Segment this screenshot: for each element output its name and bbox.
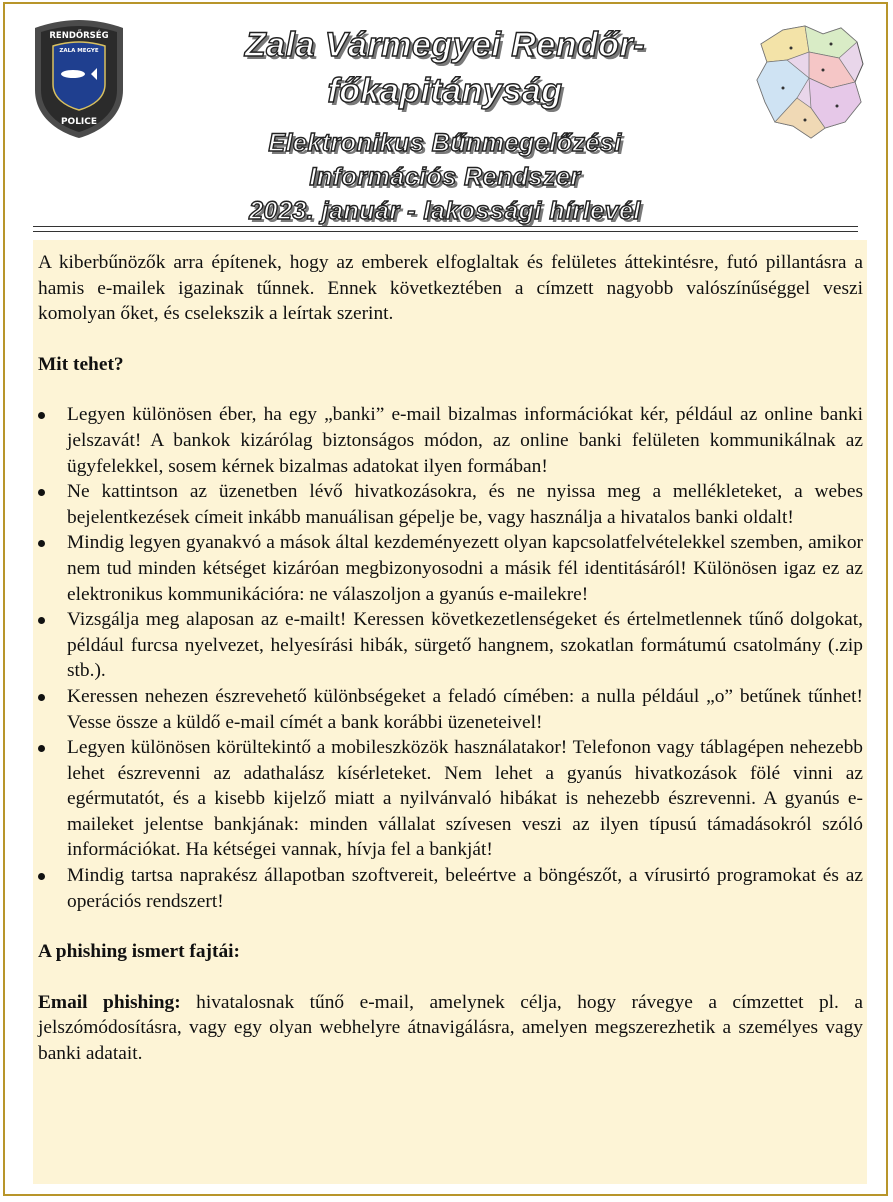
- bullet-icon: [38, 694, 45, 701]
- tips-list: [38, 402, 863, 914]
- logo-bottom-text: POLICE: [60, 117, 98, 127]
- bullet-icon: [38, 489, 45, 496]
- content-area: [33, 240, 867, 1184]
- phishing-types-heading: A phishing ismert fajtái:: [38, 941, 240, 963]
- intro-paragraph: A kiberbűnözők arra építenek, hogy az emberek elfoglaltak és felületes áttekintésre, futó pillantásra a hamis e-mailek igazinak tűnnek. Ennek következtében a címzett nagyobb valószínűséggel veszi komolyan őket, és cselekszik a leírtak szerint.: [38, 252, 863, 325]
- bullet-icon: [38, 617, 45, 624]
- list-item: Legyen különösen körültekintő a mobileszközök használatakor! Telefonon vagy táblagépen nehezebb lehet észrevenni az adathalász kísérleteket. Nem lehet a gyanús hivatkozások fölé vinni az egérmutatót, és a kisebb kijelző miatt a nyilvánvaló hibákat is nehezebb észrevenni. A gyanús e-maileket jelentse bankjának: minden vállalat szívesen veszi az ilyen típusú támadásokról szóló információkat. Ha kétségei vannak, hívja fel a bankját!: [38, 735, 863, 863]
- bullet-icon: [38, 540, 45, 547]
- list-item: Vizsgálja meg alaposan az e-mailt! Keressen következetlenségeket és értelmetlennek tűnő dolgokat, például furcsa nyelvezet, helyesírási hibák, sürgető hangnem, szokatlan formátumú csatolmány (.zip stb.).: [38, 607, 863, 684]
- list-item: Keressen nehezen észrevehető különbségeket a feladó címében: a nulla például „o” betűnek tűnhet! Vesse össze a küldő e-mail címét a bank korábbi üzeneteivel!: [38, 684, 863, 735]
- title-block: [145, 22, 745, 228]
- logo-middle-text: ZALA MEGYE: [59, 48, 99, 54]
- bullet-icon: [38, 412, 45, 419]
- logo-top-text: RENDŐRSÉG: [49, 31, 109, 41]
- header-rule-bottom: [33, 231, 858, 232]
- title-line-2: főkapitányság: [327, 72, 563, 110]
- newsletter-page: [3, 2, 888, 1196]
- email-phishing-paragraph: [38, 990, 863, 1067]
- email-phishing-term: Email phishing:: [38, 991, 181, 1013]
- list-item: Ne kattintson az üzenetben lévő hivatkozásokra, és ne nyissa meg a mellékleteket, a webes bejelentkezések címeit inkább manuálisan gépelje be, vagy használja a hivatalos banki oldalt!: [38, 479, 863, 530]
- header: [5, 4, 886, 232]
- subtitle-line-1: Elektronikus Bűnmegelőzési: [268, 129, 622, 157]
- list-item: Mindig tartsa naprakész állapotban szoftvereit, beleértve a böngészőt, a vírusirtó programokat és az operációs rendszert!: [38, 863, 863, 914]
- list-item: Legyen különösen éber, ha egy „banki” e-mail bizalmas információkat kér, például az online banki jelszavát! A bankok kizárólag biztonságos módon, az online banki felületen kommunikálnak az ügyfelekkel, sosem kérnek bizalmas adatokat ilyen formában!: [38, 402, 863, 479]
- title-line-1: Zala Vármegyei Rendőr-: [244, 26, 646, 64]
- bullet-icon: [38, 873, 45, 880]
- email-phishing-text: hivatalosnak tűnő e-mail, amelynek célja, hogy rávegye a címzettet pl. a jelszómódosításra, vagy egy olyan webhelyre átnavigálásra, amelyen megszerezhetik a személyes vagy banki adatait.: [38, 991, 863, 1065]
- header-rule-top: [33, 226, 858, 227]
- bullet-icon: [38, 745, 45, 752]
- county-map-icon: [753, 22, 868, 140]
- subtitle-line-2: Információs Rendszer: [309, 163, 581, 191]
- police-badge-logo: [33, 18, 125, 140]
- subtitle-line-3: 2023. január - lakossági hírlevél: [249, 197, 641, 225]
- list-item: Mindig legyen gyanakvó a mások által kezdeményezett olyan kapcsolatfelvételekkel szemben, amikor nem tud minden kétséget kizáróan megbizonyosodni a másik fél identitásáról! Különösen igaz ez az elektronikus kommunikációra: ne válaszoljon a gyanús e-mailekre!: [38, 530, 863, 607]
- what-to-do-heading: Mit tehet?: [38, 353, 124, 375]
